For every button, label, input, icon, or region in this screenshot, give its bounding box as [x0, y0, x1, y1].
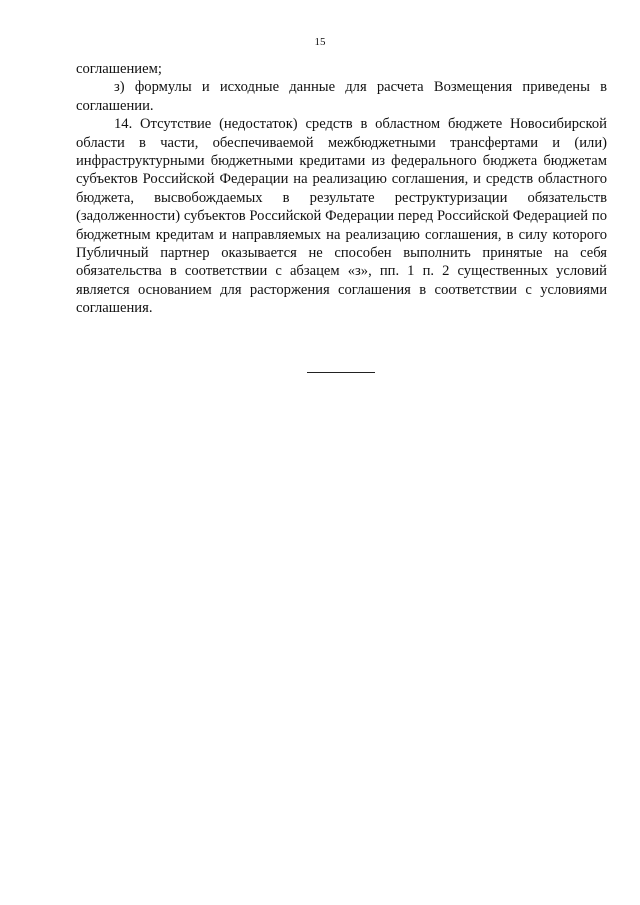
- document-body: [76, 60, 607, 318]
- end-of-text-divider: [307, 372, 375, 373]
- paragraph-continuation: соглашением;: [76, 61, 162, 77]
- paragraph-item-z: з) формулы и исходные данные для расчета Возмещения приведены в соглашении.: [76, 79, 607, 114]
- paragraph-item-14: 14. Отсутствие (недостаток) средств в областном бюджете Новосибирской области в части, обеспечиваемой межбюджетными трансфертами и (или) инфраструктурными бюджетными кредитами из федерального бюджета бюджетам субъектов Российской Федерации на реализацию соглашения, и средств областного бюджета, высвобождаемых в результате реструктуризации обязательств (задолженности) субъектов Российской Федерации перед Российской Федерацией по бюджетным кредитам и направляемых на реализацию соглашения, в силу которого Публичный партнер оказывается не способен выполнить принятые на себя обязательства в соответствии с абзацем «з», пп. 1 п. 2 существенных условий является основанием для расторжения соглашения в соответствии с условиями соглашения.: [76, 116, 607, 317]
- page-number: 15: [314, 36, 326, 48]
